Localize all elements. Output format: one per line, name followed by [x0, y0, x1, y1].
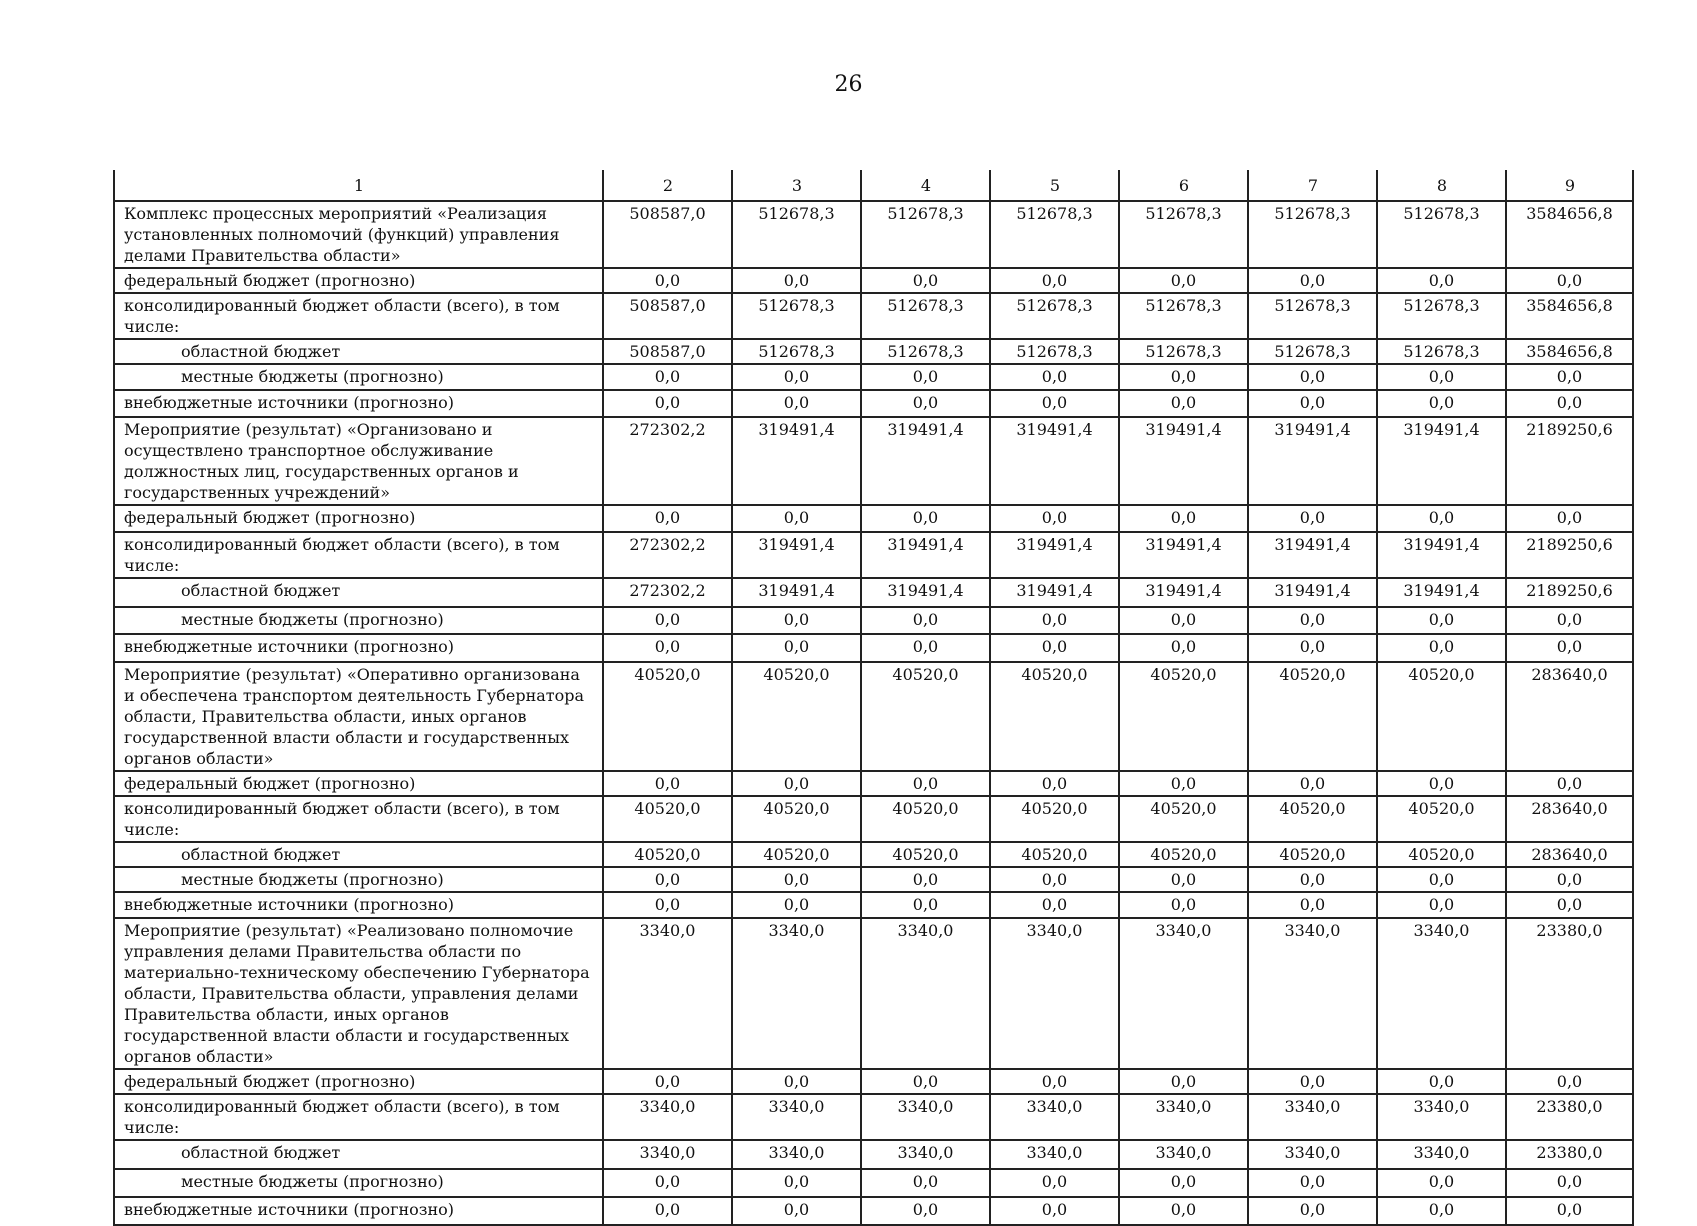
row-label: внебюджетные источники (прогнозно)	[114, 634, 603, 662]
value-cell-col-7: 0,0	[1248, 390, 1377, 417]
value-cell-col-8: 3340,0	[1377, 1094, 1506, 1140]
value-cell-col-6: 0,0	[1119, 1197, 1248, 1225]
column-header-6: 6	[1119, 170, 1248, 201]
value-cell-col-6: 0,0	[1119, 505, 1248, 532]
value-cell-col-3: 40520,0	[732, 662, 861, 771]
value-cell-col-9: 0,0	[1506, 634, 1633, 662]
value-cell-col-6: 512678,3	[1119, 339, 1248, 364]
value-cell-col-9: 0,0	[1506, 505, 1633, 532]
financing-table	[113, 170, 1634, 1226]
value-cell-col-6: 0,0	[1119, 364, 1248, 390]
value-cell-col-9: 0,0	[1506, 268, 1633, 293]
value-cell-col-9: 23380,0	[1506, 1094, 1633, 1140]
value-cell-col-7: 0,0	[1248, 1069, 1377, 1094]
value-cell-col-7: 319491,4	[1248, 578, 1377, 607]
row-label: Мероприятие (результат) «Организовано и осуществлено транспортное обслуживание должностных лиц, государственных органов и государственных учреждений»	[114, 417, 603, 505]
value-cell-col-4: 3340,0	[861, 918, 990, 1069]
value-cell-col-9: 283640,0	[1506, 662, 1633, 771]
value-cell-col-6: 319491,4	[1119, 578, 1248, 607]
value-cell-col-5: 0,0	[990, 634, 1119, 662]
value-cell-col-3: 0,0	[732, 1197, 861, 1225]
value-cell-col-7: 40520,0	[1248, 842, 1377, 867]
value-cell-col-7: 0,0	[1248, 607, 1377, 634]
value-cell-col-8: 319491,4	[1377, 417, 1506, 505]
value-cell-col-4: 512678,3	[861, 339, 990, 364]
value-cell-col-5: 3340,0	[990, 1094, 1119, 1140]
value-cell-col-2: 3340,0	[603, 1094, 732, 1140]
value-cell-col-5: 0,0	[990, 1197, 1119, 1225]
value-cell-col-9: 3584656,8	[1506, 293, 1633, 339]
value-cell-col-4: 40520,0	[861, 662, 990, 771]
value-cell-col-4: 0,0	[861, 607, 990, 634]
value-cell-col-5: 40520,0	[990, 662, 1119, 771]
value-cell-col-9: 2189250,6	[1506, 417, 1633, 505]
value-cell-col-2: 508587,0	[603, 339, 732, 364]
value-cell-col-8: 0,0	[1377, 607, 1506, 634]
value-cell-col-2: 0,0	[603, 892, 732, 918]
value-cell-col-7: 512678,3	[1248, 293, 1377, 339]
row-label: внебюджетные источники (прогнозно)	[114, 1197, 603, 1225]
row-label: федеральный бюджет (прогнозно)	[114, 505, 603, 532]
value-cell-col-8: 40520,0	[1377, 662, 1506, 771]
value-cell-col-7: 319491,4	[1248, 532, 1377, 578]
value-cell-col-6: 319491,4	[1119, 417, 1248, 505]
value-cell-col-7: 0,0	[1248, 771, 1377, 796]
row-label: консолидированный бюджет области (всего), в том числе:	[114, 532, 603, 578]
table-row	[114, 532, 1633, 578]
value-cell-col-3: 319491,4	[732, 578, 861, 607]
value-cell-col-8: 319491,4	[1377, 532, 1506, 578]
value-cell-col-2: 0,0	[603, 268, 732, 293]
value-cell-col-2: 40520,0	[603, 796, 732, 842]
value-cell-col-4: 40520,0	[861, 842, 990, 867]
table-row	[114, 892, 1633, 918]
value-cell-col-9: 0,0	[1506, 867, 1633, 892]
table-row	[114, 842, 1633, 867]
row-label: Комплекс процессных мероприятий «Реализация установленных полномочий (функций) управления делами Правительства области»	[114, 201, 603, 268]
value-cell-col-3: 0,0	[732, 867, 861, 892]
row-label: консолидированный бюджет области (всего), в том числе:	[114, 293, 603, 339]
table-row	[114, 293, 1633, 339]
value-cell-col-5: 0,0	[990, 390, 1119, 417]
value-cell-col-7: 512678,3	[1248, 201, 1377, 268]
table-row	[114, 662, 1633, 771]
value-cell-col-8: 512678,3	[1377, 201, 1506, 268]
column-header-8: 8	[1377, 170, 1506, 201]
value-cell-col-7: 0,0	[1248, 867, 1377, 892]
table-row	[114, 339, 1633, 364]
value-cell-col-2: 0,0	[603, 390, 732, 417]
value-cell-col-5: 319491,4	[990, 532, 1119, 578]
value-cell-col-5: 319491,4	[990, 578, 1119, 607]
row-label: Мероприятие (результат) «Реализовано полномочие управления делами Правительства области по материально-техническому обеспечению Губернатора области, Правительства области, управления делами Правительства области, иных органов государственной власти области и государственных органов области»	[114, 918, 603, 1069]
value-cell-col-8: 0,0	[1377, 505, 1506, 532]
value-cell-col-6: 40520,0	[1119, 796, 1248, 842]
value-cell-col-8: 0,0	[1377, 1169, 1506, 1197]
value-cell-col-5: 0,0	[990, 892, 1119, 918]
row-label: федеральный бюджет (прогнозно)	[114, 771, 603, 796]
table-row	[114, 918, 1633, 1069]
row-label: областной бюджет	[114, 842, 603, 867]
value-cell-col-8: 512678,3	[1377, 339, 1506, 364]
value-cell-col-3: 319491,4	[732, 532, 861, 578]
value-cell-col-4: 0,0	[861, 268, 990, 293]
value-cell-col-9: 0,0	[1506, 771, 1633, 796]
table-row	[114, 201, 1633, 268]
value-cell-col-4: 0,0	[861, 634, 990, 662]
value-cell-col-2: 40520,0	[603, 662, 732, 771]
value-cell-col-2: 0,0	[603, 505, 732, 532]
table-row	[114, 867, 1633, 892]
column-header-5: 5	[990, 170, 1119, 201]
value-cell-col-5: 0,0	[990, 505, 1119, 532]
value-cell-col-6: 512678,3	[1119, 293, 1248, 339]
table-row	[114, 607, 1633, 634]
row-label: местные бюджеты (прогнозно)	[114, 364, 603, 390]
table-row	[114, 364, 1633, 390]
value-cell-col-2: 0,0	[603, 771, 732, 796]
value-cell-col-7: 40520,0	[1248, 662, 1377, 771]
value-cell-col-6: 0,0	[1119, 771, 1248, 796]
value-cell-col-2: 0,0	[603, 1197, 732, 1225]
value-cell-col-7: 0,0	[1248, 1169, 1377, 1197]
row-label: местные бюджеты (прогнозно)	[114, 607, 603, 634]
value-cell-col-6: 0,0	[1119, 634, 1248, 662]
value-cell-col-2: 40520,0	[603, 842, 732, 867]
row-label: внебюджетные источники (прогнозно)	[114, 390, 603, 417]
value-cell-col-2: 0,0	[603, 1069, 732, 1094]
value-cell-col-2: 0,0	[603, 634, 732, 662]
value-cell-col-8: 512678,3	[1377, 293, 1506, 339]
value-cell-col-6: 40520,0	[1119, 842, 1248, 867]
value-cell-col-6: 3340,0	[1119, 1094, 1248, 1140]
value-cell-col-6: 0,0	[1119, 892, 1248, 918]
value-cell-col-7: 0,0	[1248, 1197, 1377, 1225]
value-cell-col-5: 40520,0	[990, 796, 1119, 842]
table-row	[114, 417, 1633, 505]
value-cell-col-8: 0,0	[1377, 867, 1506, 892]
value-cell-col-3: 0,0	[732, 268, 861, 293]
column-header-7: 7	[1248, 170, 1377, 201]
value-cell-col-9: 0,0	[1506, 390, 1633, 417]
row-label: местные бюджеты (прогнозно)	[114, 1169, 603, 1197]
value-cell-col-4: 319491,4	[861, 532, 990, 578]
value-cell-col-3: 0,0	[732, 892, 861, 918]
value-cell-col-9: 283640,0	[1506, 796, 1633, 842]
value-cell-col-7: 319491,4	[1248, 417, 1377, 505]
value-cell-col-4: 319491,4	[861, 417, 990, 505]
value-cell-col-3: 0,0	[732, 505, 861, 532]
value-cell-col-2: 272302,2	[603, 532, 732, 578]
table-row	[114, 1169, 1633, 1197]
value-cell-col-7: 3340,0	[1248, 1094, 1377, 1140]
value-cell-col-4: 512678,3	[861, 293, 990, 339]
value-cell-col-7: 512678,3	[1248, 339, 1377, 364]
value-cell-col-7: 3340,0	[1248, 918, 1377, 1069]
value-cell-col-2: 3340,0	[603, 918, 732, 1069]
value-cell-col-4: 0,0	[861, 364, 990, 390]
value-cell-col-9: 0,0	[1506, 1169, 1633, 1197]
row-label: внебюджетные источники (прогнозно)	[114, 892, 603, 918]
value-cell-col-2: 0,0	[603, 867, 732, 892]
value-cell-col-3: 0,0	[732, 607, 861, 634]
value-cell-col-8: 40520,0	[1377, 796, 1506, 842]
value-cell-col-6: 0,0	[1119, 390, 1248, 417]
value-cell-col-3: 40520,0	[732, 796, 861, 842]
table-row	[114, 1094, 1633, 1140]
value-cell-col-7: 3340,0	[1248, 1140, 1377, 1169]
value-cell-col-4: 0,0	[861, 867, 990, 892]
value-cell-col-5: 40520,0	[990, 842, 1119, 867]
row-label: федеральный бюджет (прогнозно)	[114, 268, 603, 293]
value-cell-col-8: 40520,0	[1377, 842, 1506, 867]
value-cell-col-9: 0,0	[1506, 607, 1633, 634]
value-cell-col-7: 0,0	[1248, 364, 1377, 390]
page-number: 26	[834, 72, 863, 97]
header-row	[114, 170, 1633, 201]
table-row	[114, 1197, 1633, 1225]
value-cell-col-5: 0,0	[990, 607, 1119, 634]
value-cell-col-6: 0,0	[1119, 607, 1248, 634]
value-cell-col-9: 0,0	[1506, 1069, 1633, 1094]
value-cell-col-4: 0,0	[861, 1197, 990, 1225]
row-label: Мероприятие (результат) «Оперативно организована и обеспечена транспортом деятельность Губернатора области, Правительства области, иных органов государственной власти области и государственных органов области»	[114, 662, 603, 771]
value-cell-col-9: 0,0	[1506, 364, 1633, 390]
value-cell-col-5: 0,0	[990, 1169, 1119, 1197]
table-row	[114, 634, 1633, 662]
value-cell-col-5: 0,0	[990, 1069, 1119, 1094]
value-cell-col-2: 0,0	[603, 1169, 732, 1197]
value-cell-col-3: 0,0	[732, 771, 861, 796]
column-header-9: 9	[1506, 170, 1633, 201]
value-cell-col-9: 0,0	[1506, 1197, 1633, 1225]
value-cell-col-8: 0,0	[1377, 364, 1506, 390]
column-header-3: 3	[732, 170, 861, 201]
value-cell-col-5: 319491,4	[990, 417, 1119, 505]
value-cell-col-8: 0,0	[1377, 634, 1506, 662]
table-row	[114, 505, 1633, 532]
value-cell-col-3: 40520,0	[732, 842, 861, 867]
value-cell-col-6: 3340,0	[1119, 918, 1248, 1069]
value-cell-col-2: 508587,0	[603, 293, 732, 339]
value-cell-col-7: 0,0	[1248, 892, 1377, 918]
value-cell-col-2: 0,0	[603, 364, 732, 390]
value-cell-col-4: 3340,0	[861, 1094, 990, 1140]
value-cell-col-5: 512678,3	[990, 293, 1119, 339]
value-cell-col-9: 2189250,6	[1506, 578, 1633, 607]
table-row	[114, 796, 1633, 842]
value-cell-col-6: 0,0	[1119, 867, 1248, 892]
value-cell-col-5: 512678,3	[990, 339, 1119, 364]
value-cell-col-4: 0,0	[861, 1169, 990, 1197]
value-cell-col-8: 319491,4	[1377, 578, 1506, 607]
column-header-4: 4	[861, 170, 990, 201]
value-cell-col-7: 0,0	[1248, 505, 1377, 532]
row-label: областной бюджет	[114, 578, 603, 607]
value-cell-col-3: 0,0	[732, 1169, 861, 1197]
value-cell-col-5: 0,0	[990, 867, 1119, 892]
value-cell-col-2: 272302,2	[603, 578, 732, 607]
value-cell-col-2: 0,0	[603, 607, 732, 634]
value-cell-col-4: 319491,4	[861, 578, 990, 607]
value-cell-col-6: 0,0	[1119, 1069, 1248, 1094]
value-cell-col-8: 0,0	[1377, 892, 1506, 918]
value-cell-col-4: 0,0	[861, 1069, 990, 1094]
table-body	[114, 170, 1633, 1225]
value-cell-col-4: 0,0	[861, 892, 990, 918]
row-label: консолидированный бюджет области (всего), в том числе:	[114, 796, 603, 842]
value-cell-col-4: 40520,0	[861, 796, 990, 842]
value-cell-col-9: 23380,0	[1506, 1140, 1633, 1169]
row-label: консолидированный бюджет области (всего), в том числе:	[114, 1094, 603, 1140]
value-cell-col-5: 0,0	[990, 364, 1119, 390]
value-cell-col-6: 512678,3	[1119, 201, 1248, 268]
value-cell-col-3: 512678,3	[732, 339, 861, 364]
value-cell-col-3: 3340,0	[732, 918, 861, 1069]
value-cell-col-4: 0,0	[861, 390, 990, 417]
value-cell-col-7: 0,0	[1248, 268, 1377, 293]
value-cell-col-2: 272302,2	[603, 417, 732, 505]
value-cell-col-8: 3340,0	[1377, 918, 1506, 1069]
value-cell-col-3: 512678,3	[732, 293, 861, 339]
value-cell-col-3: 3340,0	[732, 1094, 861, 1140]
value-cell-col-7: 40520,0	[1248, 796, 1377, 842]
value-cell-col-8: 0,0	[1377, 1069, 1506, 1094]
row-label: федеральный бюджет (прогнозно)	[114, 1069, 603, 1094]
value-cell-col-8: 0,0	[1377, 268, 1506, 293]
value-cell-col-8: 0,0	[1377, 390, 1506, 417]
row-label: областной бюджет	[114, 339, 603, 364]
table-row	[114, 1069, 1633, 1094]
value-cell-col-3: 512678,3	[732, 201, 861, 268]
value-cell-col-5: 0,0	[990, 268, 1119, 293]
column-header-2: 2	[603, 170, 732, 201]
value-cell-col-6: 0,0	[1119, 1169, 1248, 1197]
value-cell-col-5: 3340,0	[990, 918, 1119, 1069]
value-cell-col-9: 23380,0	[1506, 918, 1633, 1069]
column-header-1: 1	[114, 170, 603, 201]
value-cell-col-2: 508587,0	[603, 201, 732, 268]
value-cell-col-5: 512678,3	[990, 201, 1119, 268]
value-cell-col-9: 0,0	[1506, 892, 1633, 918]
value-cell-col-3: 0,0	[732, 1069, 861, 1094]
value-cell-col-4: 0,0	[861, 771, 990, 796]
value-cell-col-8: 3340,0	[1377, 1140, 1506, 1169]
value-cell-col-6: 3340,0	[1119, 1140, 1248, 1169]
row-label: местные бюджеты (прогнозно)	[114, 867, 603, 892]
value-cell-col-3: 0,0	[732, 634, 861, 662]
value-cell-col-6: 40520,0	[1119, 662, 1248, 771]
value-cell-col-9: 2189250,6	[1506, 532, 1633, 578]
table-row	[114, 390, 1633, 417]
value-cell-col-2: 3340,0	[603, 1140, 732, 1169]
value-cell-col-3: 0,0	[732, 390, 861, 417]
table-row	[114, 1140, 1633, 1169]
value-cell-col-6: 319491,4	[1119, 532, 1248, 578]
value-cell-col-4: 512678,3	[861, 201, 990, 268]
table-row	[114, 771, 1633, 796]
value-cell-col-6: 0,0	[1119, 268, 1248, 293]
row-label: областной бюджет	[114, 1140, 603, 1169]
value-cell-col-3: 3340,0	[732, 1140, 861, 1169]
value-cell-col-4: 3340,0	[861, 1140, 990, 1169]
table-row	[114, 578, 1633, 607]
value-cell-col-3: 319491,4	[732, 417, 861, 505]
value-cell-col-8: 0,0	[1377, 1197, 1506, 1225]
value-cell-col-3: 0,0	[732, 364, 861, 390]
value-cell-col-9: 3584656,8	[1506, 339, 1633, 364]
value-cell-col-8: 0,0	[1377, 771, 1506, 796]
value-cell-col-9: 3584656,8	[1506, 201, 1633, 268]
value-cell-col-7: 0,0	[1248, 634, 1377, 662]
value-cell-col-9: 283640,0	[1506, 842, 1633, 867]
value-cell-col-5: 3340,0	[990, 1140, 1119, 1169]
table-row	[114, 268, 1633, 293]
value-cell-col-5: 0,0	[990, 771, 1119, 796]
value-cell-col-4: 0,0	[861, 505, 990, 532]
